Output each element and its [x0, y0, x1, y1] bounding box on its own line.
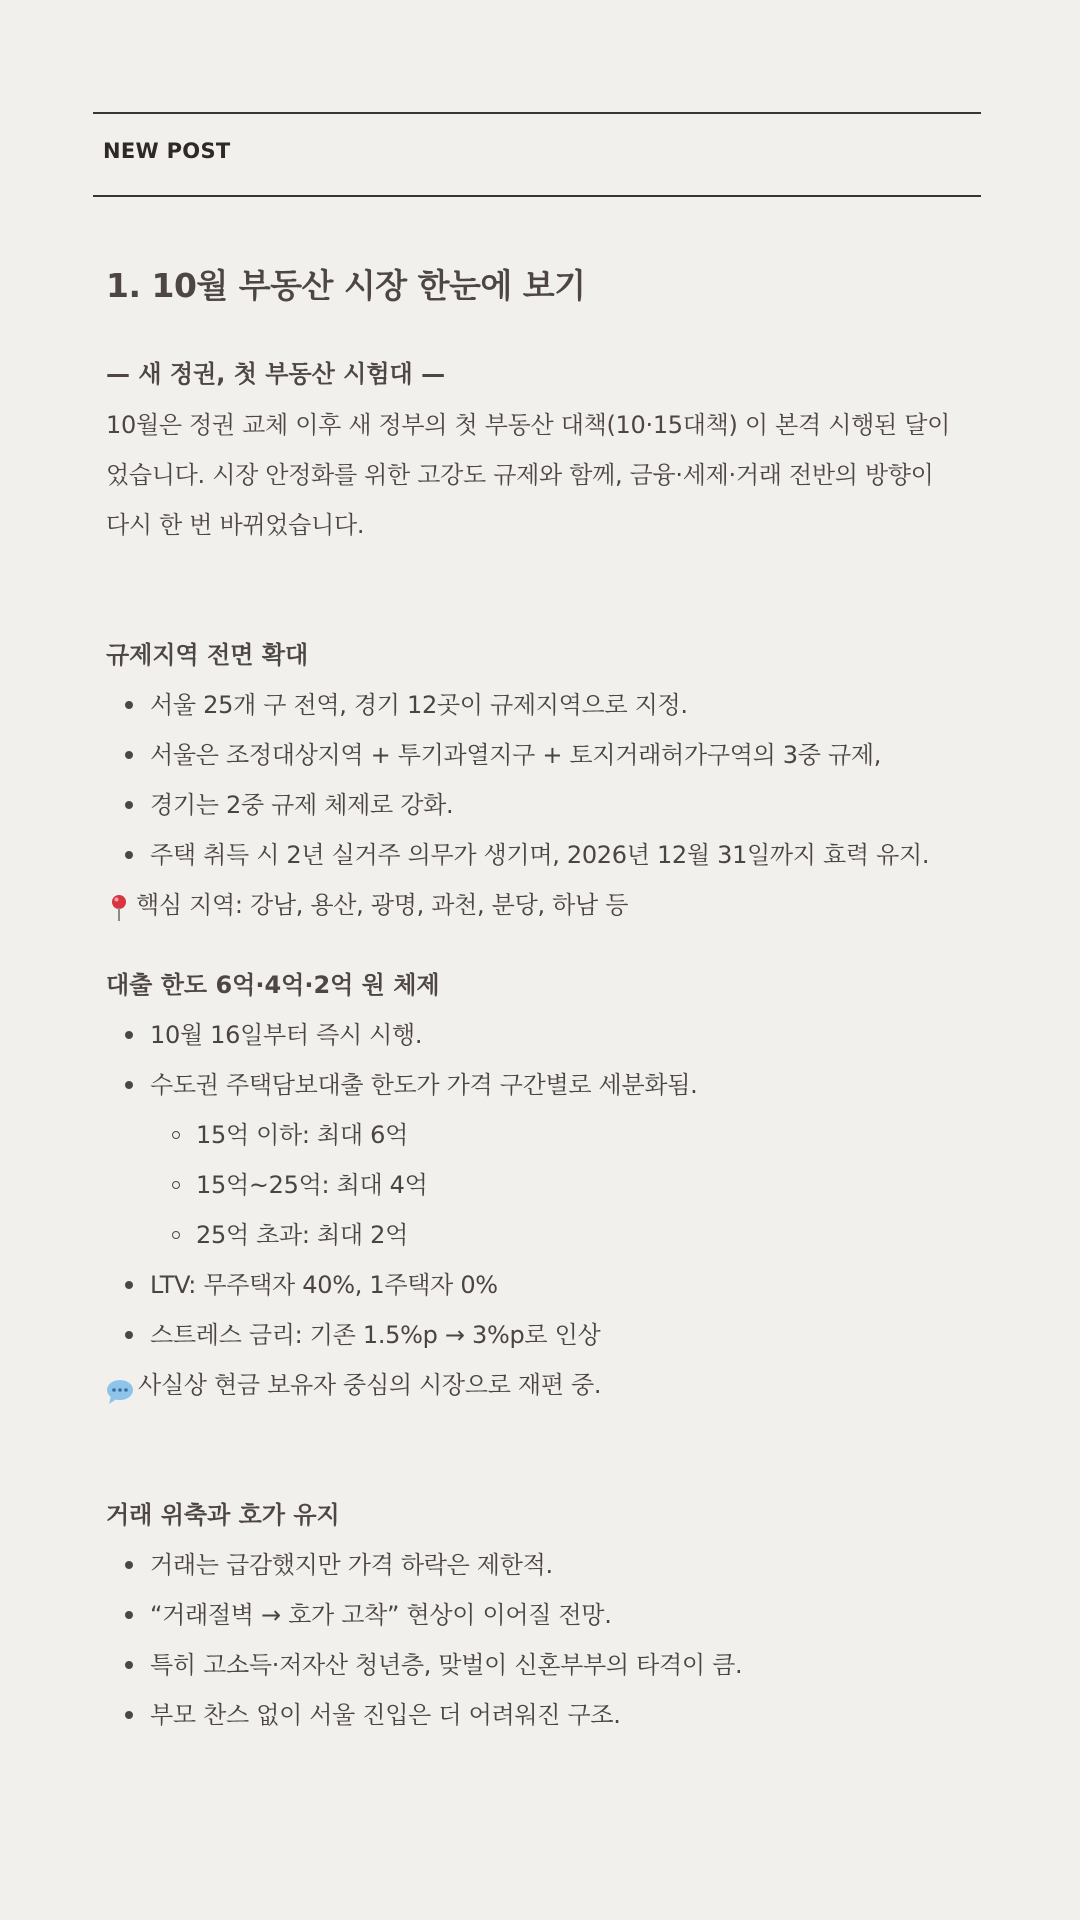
intro-line: 었습니다. 시장 안정화를 위한 고강도 규제와 함께, 금융·세제·거래 전반의 방향이 — [106, 461, 934, 489]
sub-list-item: 15억 이하: 최대 6억 — [106, 1110, 986, 1160]
list-item: 주택 취득 시 2년 실거주 의무가 생기며, 2026년 12월 31일까지 효력 유지. — [106, 830, 986, 880]
bullet-list — [106, 1540, 986, 1740]
list-item: 서울 25개 구 전역, 경기 12곳이 규제지역으로 지정. — [106, 680, 986, 730]
list-item: “거래절벽 → 호가 고착” 현상이 이어질 전망. — [106, 1590, 986, 1640]
new-post-label: NEW POST — [103, 139, 231, 163]
round-pushpin-icon — [106, 890, 132, 920]
list-item: 특히 고소득·저자산 청년층, 맞벌이 신혼부부의 타격이 큼. — [106, 1640, 986, 1690]
list-item: 스트레스 금리: 기존 1.5%p → 3%p로 인상 — [106, 1310, 986, 1360]
section-regulated-areas — [106, 630, 986, 930]
header-top-rule — [93, 112, 981, 114]
article-body — [106, 260, 986, 1740]
intro-paragraph — [106, 400, 986, 550]
list-item: 거래는 급감했지만 가격 하락은 제한적. — [106, 1540, 986, 1590]
section-title: 거래 위축과 호가 유지 — [106, 1501, 340, 1529]
section-loan-limits — [106, 960, 986, 1410]
bullet-list — [106, 1010, 986, 1360]
list-item: 10월 16일부터 즉시 시행. — [106, 1010, 986, 1060]
section-title: 대출 한도 6억·4억·2억 원 체제 — [106, 971, 440, 999]
article-subhead: — 새 정권, 첫 부동산 시험대 — — [106, 360, 446, 388]
intro-line: 다시 한 번 바뀌었습니다. — [106, 511, 365, 539]
section-trade-slowdown — [106, 1490, 986, 1740]
note-text: 사실상 현금 보유자 중심의 시장으로 재편 중. — [138, 1371, 602, 1399]
sub-list-item: 25억 초과: 최대 2억 — [106, 1210, 986, 1260]
section-title: 규제지역 전면 확대 — [106, 641, 309, 669]
intro-line: 10월은 정권 교체 이후 새 정부의 첫 부동산 대책(10·15대책) 이 본격 시행된 달이 — [106, 411, 950, 439]
list-item: 수도권 주택담보대출 한도가 가격 구간별로 세분화됨. — [106, 1060, 986, 1110]
header-bottom-rule — [93, 195, 981, 197]
article-title: 1. 10월 부동산 시장 한눈에 보기 — [106, 266, 586, 305]
market-note — [106, 1360, 986, 1410]
note-text: 핵심 지역: 강남, 용산, 광명, 과천, 분당, 하남 등 — [136, 891, 629, 919]
sub-list-item: 15억~25억: 최대 4억 — [106, 1160, 986, 1210]
list-item: 부모 찬스 없이 서울 진입은 더 어려워진 구조. — [106, 1690, 986, 1740]
list-item: 경기는 2중 규제 체제로 강화. — [106, 780, 986, 830]
bullet-list — [106, 680, 986, 880]
key-areas-note — [106, 880, 986, 930]
list-item: LTV: 무주택자 40%, 1주택자 0% — [106, 1260, 986, 1310]
speech-bubble-icon — [106, 1372, 134, 1398]
list-item: 서울은 조정대상지역 + 투기과열지구 + 토지거래허가구역의 3중 규제, — [106, 730, 986, 780]
